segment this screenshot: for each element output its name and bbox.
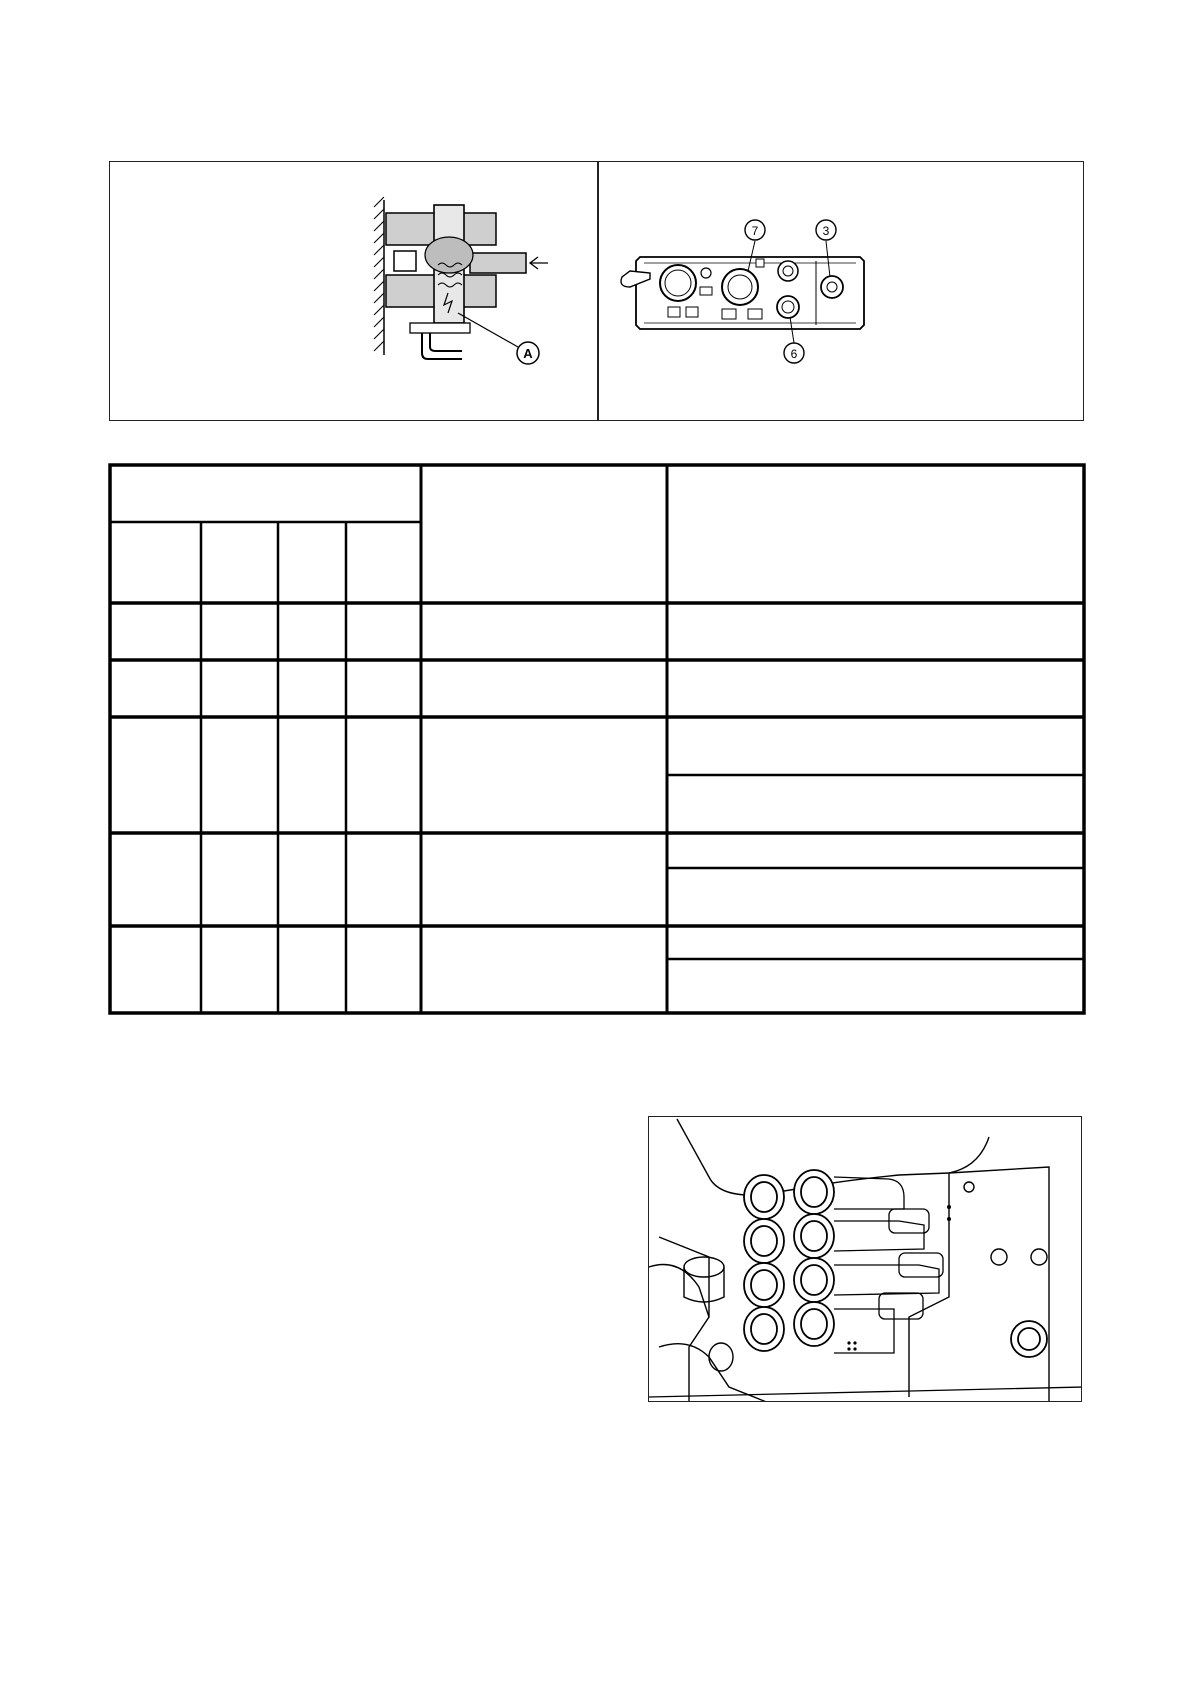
top-figure-divider: [597, 161, 599, 421]
valve-figure-frame: [648, 1116, 1082, 1402]
table-header-group: [112, 470, 412, 520]
specification-table: [108, 463, 1088, 1018]
callout-6-label: 6: [790, 347, 798, 361]
hydraulic-valve-block-figure: [649, 1117, 1082, 1402]
callout-3-label: 3: [822, 224, 830, 238]
heater-cross-section-figure: [370, 195, 570, 380]
callout-a-label: A: [523, 346, 533, 361]
callout-7-label: 7: [751, 224, 759, 238]
control-panel-figure: [620, 215, 870, 365]
